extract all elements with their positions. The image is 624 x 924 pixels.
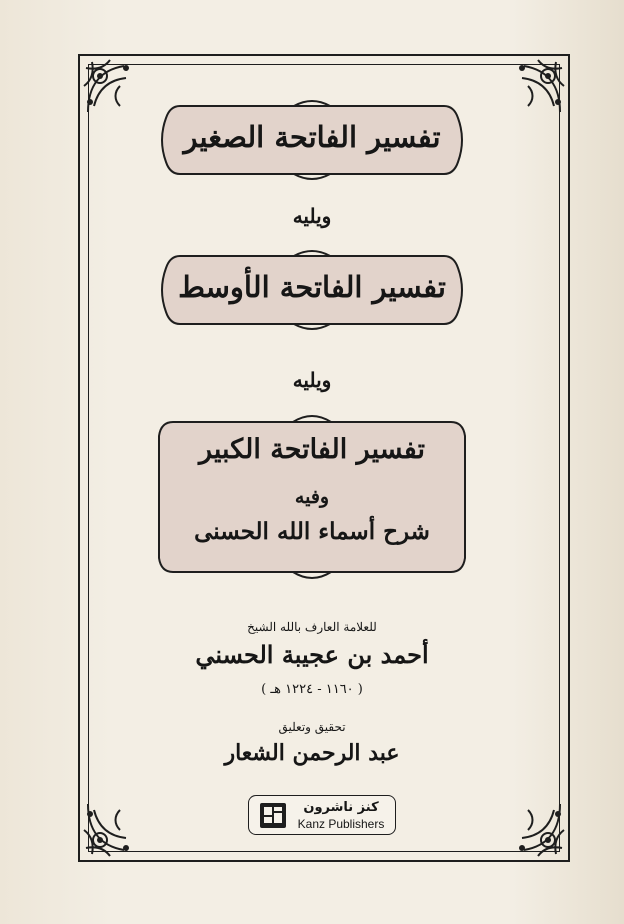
title-cartouche-first xyxy=(154,98,470,182)
editor-intro: تحقيق وتعليق xyxy=(278,720,346,734)
author-intro: للعلامة العارف بالله الشيخ xyxy=(247,620,377,634)
floral-corner-ornament-icon xyxy=(504,56,568,120)
kanz-logo-icon xyxy=(259,802,287,829)
floral-corner-ornament-icon xyxy=(504,796,568,860)
editor-name: عبد الرحمن الشعار xyxy=(224,740,400,766)
connector-inside-third: وفيه xyxy=(294,486,330,508)
title-cartouche-third xyxy=(147,412,477,582)
title-cartouche-second xyxy=(154,248,470,332)
publisher-name-english: Kanz Publishers xyxy=(297,817,385,831)
author-name: أحمد بن عجيبة الحسني xyxy=(195,640,429,669)
author-dates: ( ١١٦٠ - ١٢٢٤ هـ ) xyxy=(261,682,363,697)
third-subtitle: شرح أسماء الله الحسنى xyxy=(194,518,430,545)
connector-after-second: ويليه xyxy=(292,368,332,392)
title-second: تفسير الفاتحة الأوسط xyxy=(178,270,446,304)
title-first: تفسير الفاتحة الصغير xyxy=(183,120,441,154)
connector-after-first: ويليه xyxy=(292,204,332,228)
floral-corner-ornament-icon xyxy=(80,56,144,120)
title-third: تفسير الفاتحة الكبير xyxy=(199,434,425,465)
publisher-badge xyxy=(248,795,396,835)
floral-corner-ornament-icon xyxy=(80,796,144,860)
publisher-name-arabic: كنز ناشرون xyxy=(303,800,379,815)
